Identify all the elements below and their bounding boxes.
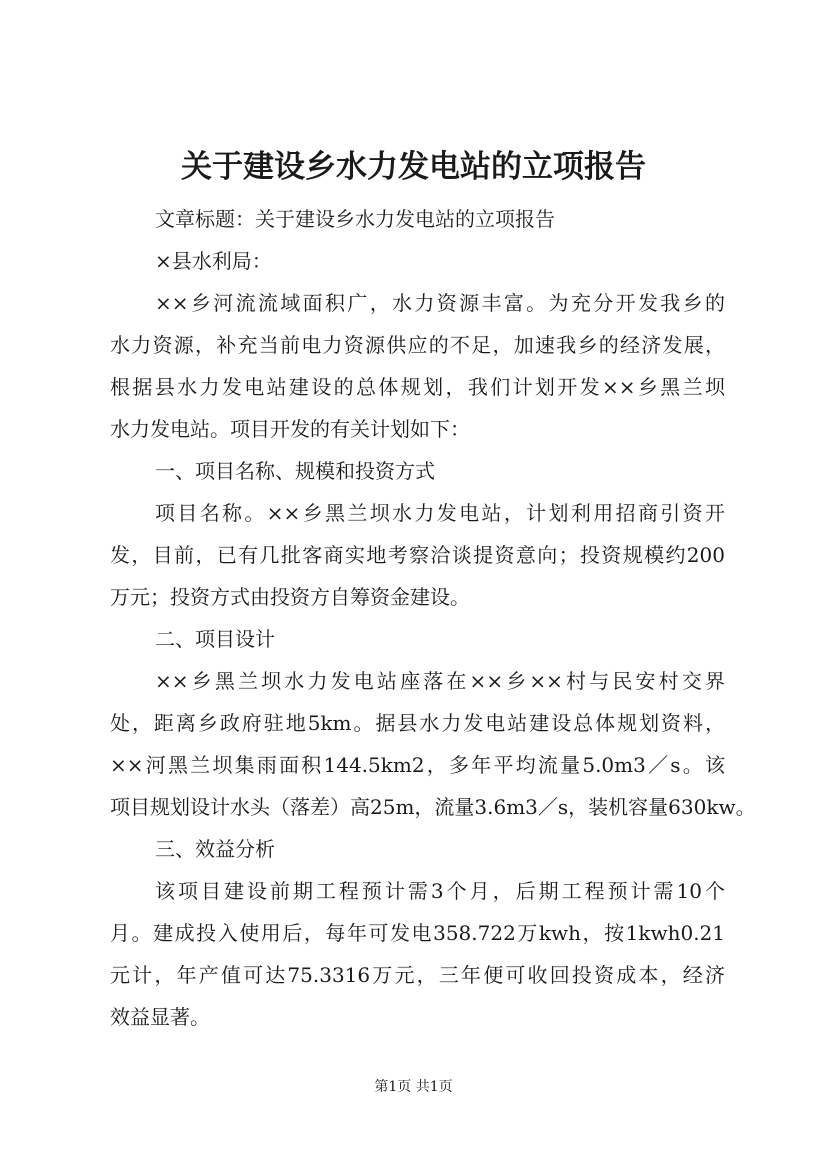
document-title: 关于建设乡水力发电站的立项报告 bbox=[181, 149, 646, 185]
body-line: 水力资源，补充当前电力资源供应的不足，加速我乡的经济发展， bbox=[110, 333, 725, 357]
body-line: 项目名称。××乡黑兰坝水力发电站，计划利用招商引资开 bbox=[155, 501, 725, 525]
body-line: 月。建成投入使用后，每年可发电358.722万kwh，按1kwh0.21 bbox=[110, 921, 725, 945]
body-line: ×县水利局： bbox=[155, 249, 272, 273]
body-line: 根据县水力发电站建设的总体规划，我们计划开发××乡黑兰坝 bbox=[110, 375, 725, 399]
body-line: 元计，年产值可达75.3316万元，三年便可收回投资成本，经济 bbox=[110, 963, 725, 987]
body-line: 效益显著。 bbox=[110, 1005, 210, 1029]
body-line: ××乡河流流域面积广，水力资源丰富。为充分开发我乡的 bbox=[155, 291, 725, 315]
document-body bbox=[110, 198, 756, 1038]
body-line: 处，距离乡政府驻地5km。据县水力发电站建设总体规划资料， bbox=[110, 711, 725, 735]
body-line: ××河黑兰坝集雨面积144.5km2，多年平均流量5.0m3／s。该 bbox=[110, 753, 725, 777]
body-line: ××乡黑兰坝水力发电站座落在××乡××村与民安村交界 bbox=[155, 669, 725, 693]
section-heading: 一、项目名称、规模和投资方式 bbox=[155, 459, 435, 483]
section-heading: 三、效益分析 bbox=[155, 837, 275, 861]
body-line: 水力发电站。项目开发的有关计划如下： bbox=[110, 417, 470, 441]
body-line: 万元；投资方式由投资方自筹资金建设。 bbox=[110, 585, 470, 609]
body-line: 项目规划设计水头（落差）高25m，流量3.6m3／s，装机容量630kw。 bbox=[110, 795, 756, 819]
body-line: 文章标题：关于建设乡水力发电站的立项报告 bbox=[155, 207, 555, 231]
body-line: 该项目建设前期工程预计需3个月，后期工程预计需10个 bbox=[155, 879, 725, 903]
section-heading: 二、项目设计 bbox=[155, 627, 275, 651]
page-footer: 第1页 共1页 bbox=[374, 1079, 453, 1095]
body-line: 发，目前，已有几批客商实地考察洽谈提资意向；投资规模约200 bbox=[110, 543, 725, 567]
